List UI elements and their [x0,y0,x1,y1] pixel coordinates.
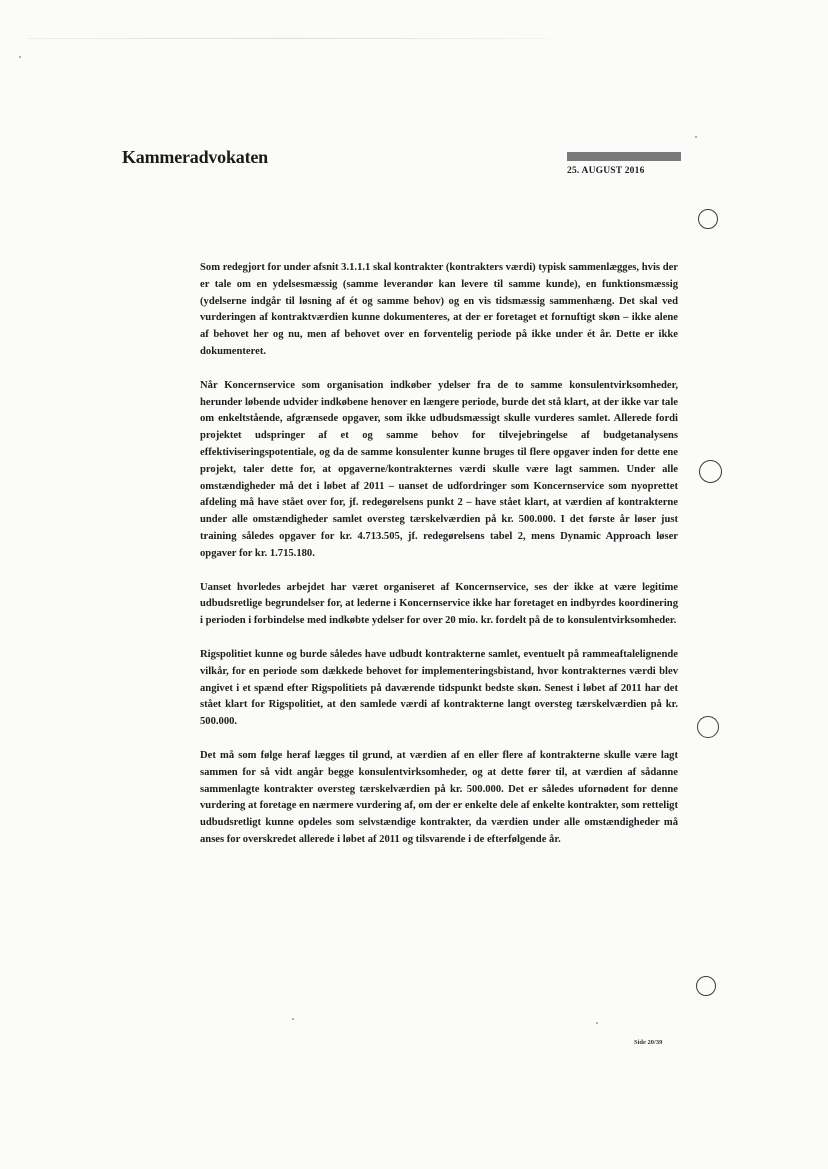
paragraph: Det må som følge heraf lægges til grund, at værdien af en eller flere af kontrakterne skulle være lagt sammen for så vidt angår begge konsulentvirksomheder, og at dette fører til, at værdien af sådanne sammenlagte kontrakter oversteg tærskelværdien på kr. 500.000. Det er således ufornødent for denne vurdering at foretage en nærmere vurdering af, om der er enkelte dele af enkelte kontrakter, som retteligt udbudsretligt kunne opdeles som selvstændige kontrakter, da værdien under alle omstændigheder må anses for overskredet allerede i løbet af 2011 og tilsvarende i de efterfølgende år. [200,749,678,845]
scan-speck [695,136,697,138]
document-date: 25. AUGUST 2016 [567,166,645,176]
punch-hole-icon [697,716,719,738]
scan-speck [596,1022,598,1024]
punch-hole-icon [696,976,716,996]
page-number: Side 20/39 [634,1039,663,1046]
paragraph: Uanset hvorledes arbejdet har været organiseret af Koncernservice, ses der ikke at være legitime udbudsretlige begrundelser for, at lederne i Koncernservice ikke har foretaget en indbyrdes koordinering i perioden i forbindelse med indkøbte ydelser for over 20 mio. kr. fordelt på de to konsulentvirksomheder. [200,581,678,627]
paragraph: Når Koncernservice som organisation indkøber ydelser fra de to samme konsulentvirksomheder, herunder løbende udvider indkøbene henover en længere periode, burde det stå klart, at der ikke var tale om enkeltstående, afgrænsede opgaver, som ikke udbudsmæssigt skulle vurderes samlet. Allerede fordi projektet udspringer af et og samme behov for tilvejebringelse af budgetanalysens effektiviseringspotentiale, og da de samme konsulenter kunne bruges til flere opgaver inden for dette ene projekt, taler dette for, at opgaverne/kontrakternes værdi skulle være lagt sammen. Under alle omstændigheder må det i løbet af 2011 – uanset de udfordringer som Koncernservice som nyoprettet afdeling må have stået over for, jf. redegørelsens punkt 2 – have stået klart, at værdien af kontrakterne under alle omstændigheder samlet oversteg tærskelværdien på kr. 500.000. I det første år løser just training således opgaver for kr. 4.713.505, jf. redegørelsens tabel 2, mens Dynamic Approach løser opgaver for kr. 1.715.180. [200,379,678,559]
punch-hole-icon [698,209,718,229]
scan-speck [19,56,21,58]
paragraph: Som redegjort for under afsnit 3.1.1.1 skal kontrakter (kontrakters værdi) typisk sammenlægges, hvis der er tale om en ydelsesmæssig (samme leverandør kan levere til samme kunde), en funktionsmæssig (ydelserne indgår til løsning af ét og samme behov) og en vis tidsmæssig sammenhæng. Det skal ved vurderingen af kontraktværdien kunne dokumenteres, at der er foretaget et fornuftigt skøn – ikke alene af behovet her og nu, men af behovet over en forventelig periode på ikke under ét år. Dette er ikke dokumenteret. [200,262,678,357]
body-text [200,260,678,849]
paragraph: Rigspolitiet kunne og burde således have udbudt kontrakterne samlet, eventuelt på rammeaftalelignende vilkår, for en periode som dækkede behovet for implementeringsbistand, hvor kontrakternes værdi blev angivet i et spænd efter Rigspolitiets på daværende tidspunkt bedste skøn. Senest i løbet af 2011 har det stået klart for Rigspolitiet, at den samlede værdi af kontrakterne langt oversteg tærskelværdien på kr. 500.000. [200,648,678,728]
company-logo: Kammeradvokaten [122,147,268,167]
scan-artifact-line [28,38,548,39]
date-bar [567,152,681,161]
scan-speck [292,1018,294,1020]
punch-hole-icon [699,460,722,483]
